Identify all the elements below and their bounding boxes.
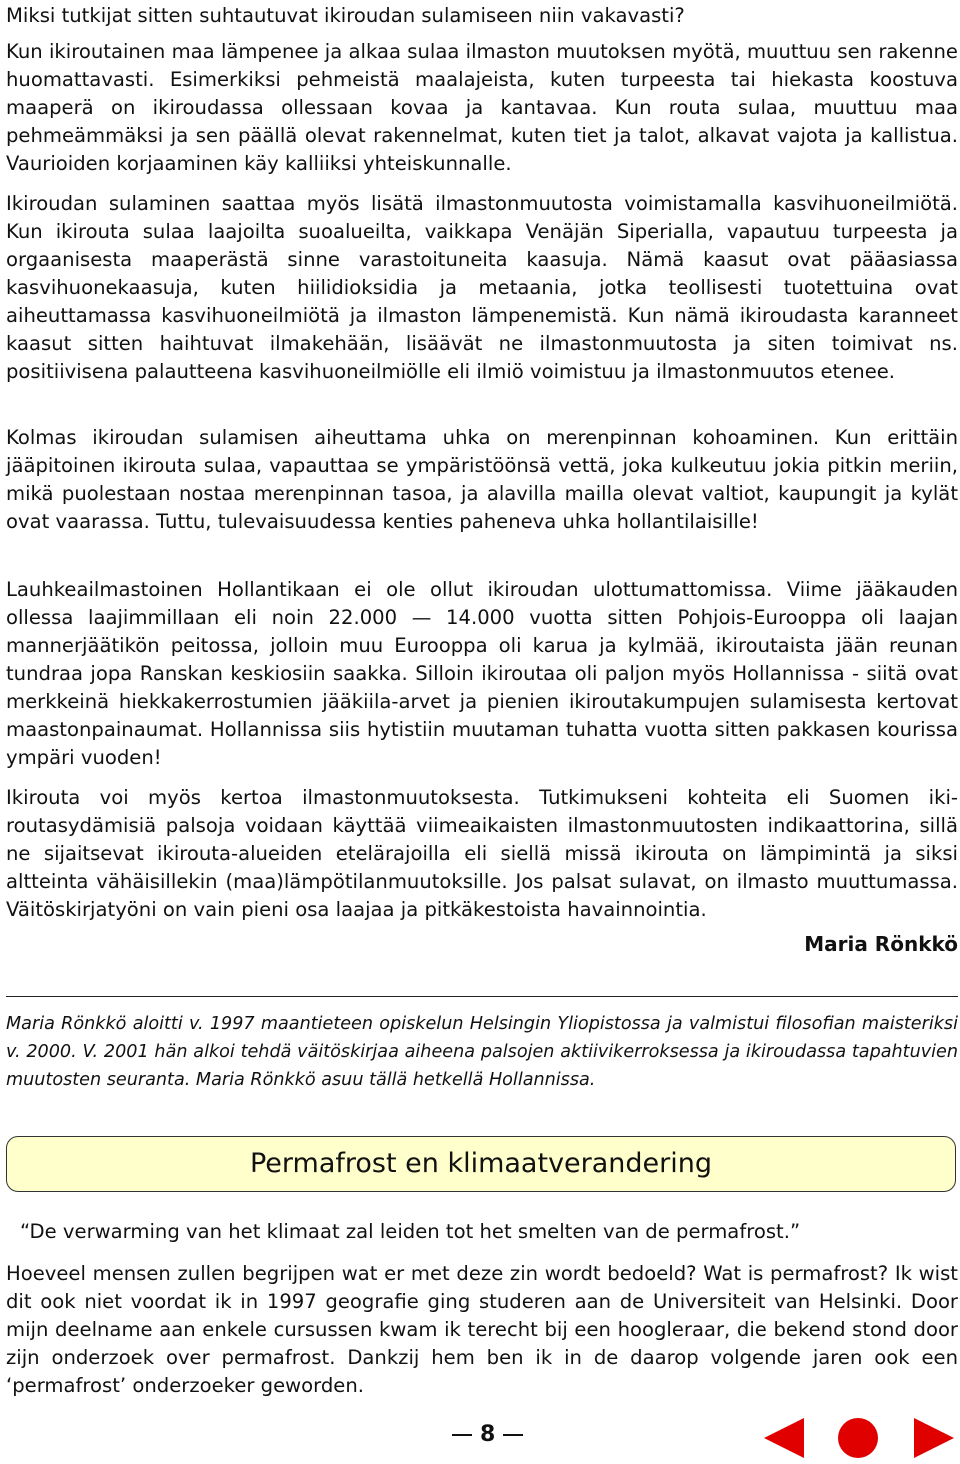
section-divider (6, 996, 958, 997)
fi-paragraph-indicator: Ikirouta voi myös kertoa ilmastonmuutoksesta. Tutkimukseni kohteita eli Suomen ikiroutasydämisiä palsoja voidaan käyttää viimeaikaisten ilmastonmuutosten indikaattorina, sillä ne sijaitsevat ikirouta-alueiden etelärajoilla eli siellä missä ikirouta on lämpimintä ja siksi altteinta vähäisillekin (maa)lämpötilanmuutoksille. Jos palsat sulavat, on ilmasto muuttumassa. Väitöskirjatyöni on vain pieni osa laajaa ja pitkäkestoista havainnointia. (6, 786, 958, 921)
page-number-dash-left (452, 1434, 472, 1436)
circle-icon[interactable] (838, 1418, 878, 1458)
nl-paragraph-intro: Hoeveel mensen zullen begrijpen wat er met deze zin wordt bedoeld? Wat is permafrost? Ik wist dit ook niet voordat ik in 1997 geografie ging studeren aan de Universiteit van Helsinki. Door mijn deelname aan enkele cursussen kwam ik terecht bij een hoogleraar, die bekend stond door zijn onderzoek over permafrost. Dankzij hem ben ik in de daarop volgende jaren ook een ‘permafrost’ onderzoeker geworden. (6, 1262, 958, 1397)
fi-paragraph-netherlands: Lauhkeailmastoinen Hollantikaan ei ole ollut ikiroudan ulottumattomissa. Viime jääkauden ollessa laajimmillaan eli noin 22.000 — 14.000 vuotta sitten Pohjois-Eurooppa oli laajan mannerjäätikön peitossa, jolloin muu Eurooppa oli karua ja kylmää, ikiroutaista jään reunan tundraa jopa Ranskan keskiosiin saakka. Silloin ikiroutaa oli paljon myös Hollannissa - siitä ovat merkkeinä hiekkakerrostumien jääkiila-arvet ja pienien ikiroutakumpujen sulamisesta kertovat maastonpainaumat. Hollannissa siis hytistiin muutaman tuhatta vuotta sitten pakkasen kourissa ympäri vuoden! (6, 578, 958, 769)
arrow-left-icon[interactable] (764, 1418, 804, 1458)
page-number-dash-right (503, 1434, 523, 1436)
fi-paragraph-question: Miksi tutkijat sitten suhtautuvat ikiroudan sulamiseen niin vakavasti? (6, 4, 685, 27)
page-number-value: 8 (480, 1422, 496, 1447)
fi-paragraph-sealevel: Kolmas ikiroudan sulamisen aiheuttama uhka on merenpinnan kohoaminen. Kun erittäin jääpitoinen ikirouta sulaa, vapauttaa se ympäristöönsä vettä, joka kulkeutuu jokia pitkin meriin, mikä puolestaan nostaa merenpinnan tasoa, ja alavilla mailla olevat valtiot, kaupungit ja kylät ovat vaarassa. Tuttu, tulevaisuudessa kenties paheneva uhka hollantilaisille! (6, 426, 958, 533)
nl-quote: “De verwarming van het klimaat zal leiden tot het smelten van de permafrost.” (20, 1220, 801, 1243)
section-title: Permafrost en klimaatverandering (249, 1148, 713, 1179)
page-number (452, 1420, 523, 1450)
section-title-banner (6, 1136, 956, 1192)
author-bio: Maria Rönkkö aloitti v. 1997 maantieteen opiskelun Helsingin Yliopistossa ja valmistui filosofian maisteriksi v. 2000. V. 2001 hän alkoi tehdä väitöskirjaa aiheena palsojen aktiivikerroksessa ja ikiroudassa tapahtuvien muutosten seuranta. Maria Rönkkö asuu tällä hetkellä Hollannissa. (6, 1014, 958, 1090)
arrow-right-icon[interactable] (914, 1418, 954, 1458)
author-signature: Maria Rönkkö (804, 932, 958, 956)
page-navigation (758, 1414, 960, 1462)
fi-paragraph-greenhouse: Ikiroudan sulaminen saattaa myös lisätä ilmastonmuutosta voimistamalla kasvihuoneilmiötä. Kun ikirouta sulaa laajoilta suoalueilta, vaikkapa Venäjän Siperialla, vapautuu turpeesta ja orgaanisesta maaperästä sinne varastoituneita kaasuja. Nämä kaasut ovat pääasiassa kasvihuonekaasuja, kuten hiilidioksidia ja metaania, jotka teollisesti tuotettuina ovat aiheuttamassa kasvihuoneilmiötä ja ilmaston lämpenemistä. Kun nämä ikiroudasta karanneet kaasut sitten haihtuvat ilmakehään, lisäävät ne ilmastonmuutosta ja siten toimivat ns. positiivisena palautteena kasvihuoneilmiölle eli ilmiö voimistuu ja ilmastonmuutos etenee. (6, 192, 958, 383)
fi-paragraph-structure: Kun ikiroutainen maa lämpenee ja alkaa sulaa ilmaston muutoksen myötä, muuttuu sen rakenne huomattavasti. Esimerkiksi pehmeistä maalajeista, kuten turpeesta tai hiekasta koostuva maaperä on ikiroudassa ollessaan kovaa ja kantavaa. Kun routa sulaa, muuttuu maa pehmeämmäksi ja sen päällä olevat rakennelmat, kuten tiet ja talot, alkavat vajota ja kallistua. Vaurioiden korjaaminen käy kalliiksi yhteiskunnalle. (6, 40, 958, 175)
